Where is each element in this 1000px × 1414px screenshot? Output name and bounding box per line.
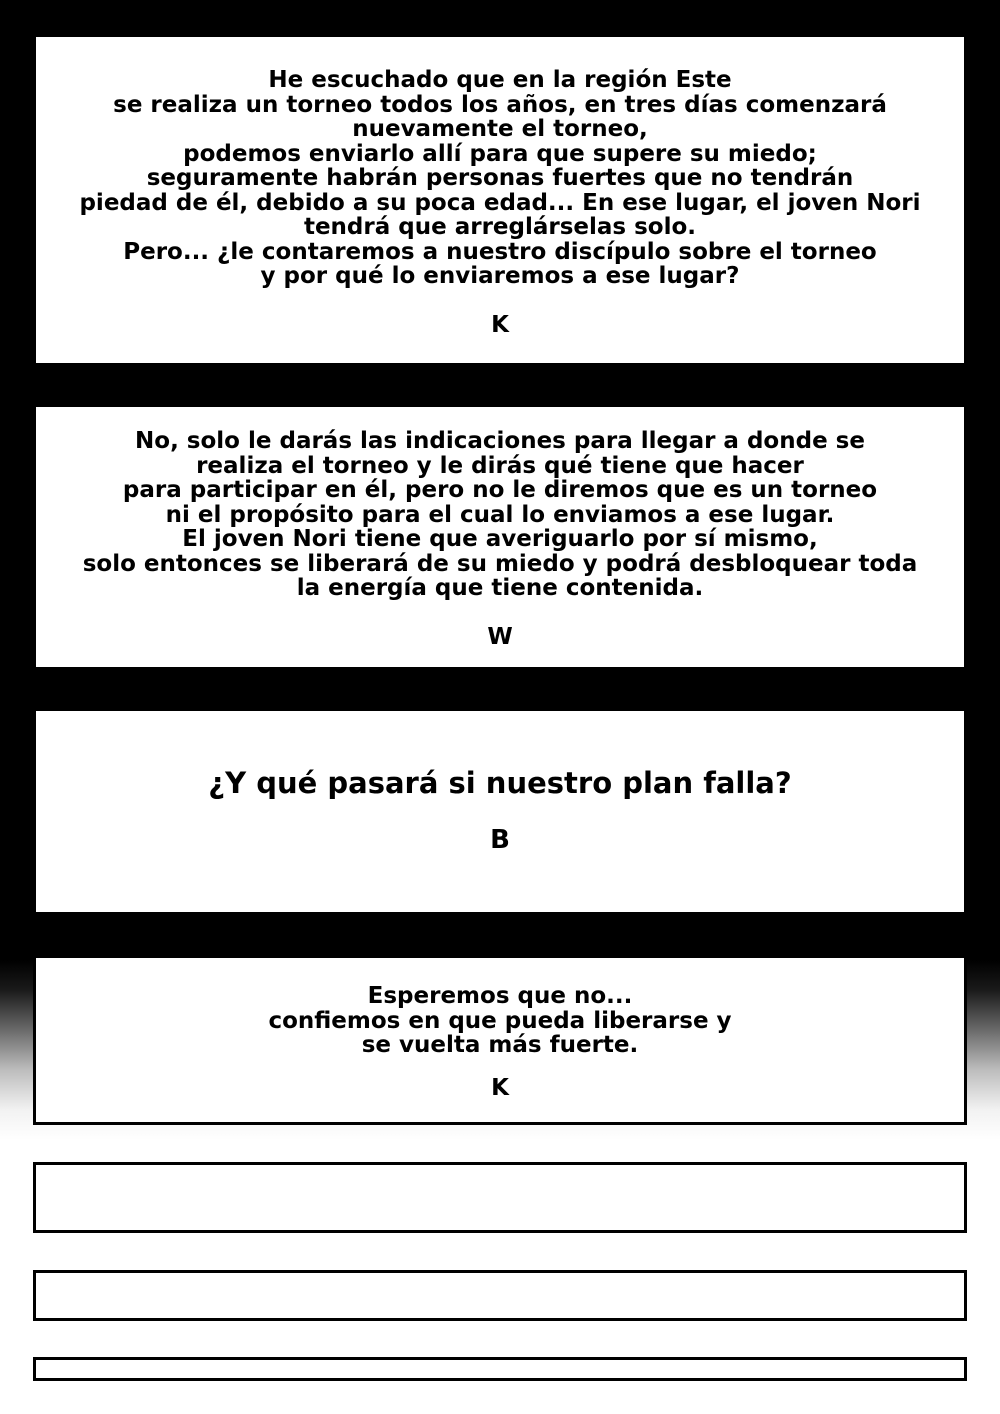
dialogue-panel-4 <box>33 955 967 1125</box>
empty-panel-2 <box>33 1270 967 1321</box>
speaker-label: K <box>491 1074 509 1101</box>
dialogue-panel-2 <box>36 407 964 667</box>
speaker-label: K <box>491 311 509 338</box>
dialogue-text: No, solo le darás las indicaciones para llegar a donde se realiza el torneo y le dirás qué tiene que hacer para participar en él, pero no le diremos que es un torneo ni el propósito para el cual lo enviamos a ese lugar. El joven Nori tiene que averiguarlo por sí mismo, solo entonces se liberará de su miedo y podrá desbloquear toda la energía que tiene contenida. <box>82 428 918 601</box>
speaker-label: B <box>490 825 510 855</box>
dialogue-text: ¿Y qué pasará si nuestro plan falla? <box>208 766 792 800</box>
dialogue-text: He escuchado que en la región Este se realiza un torneo todos los años, en tres días comenzará nuevamente el torneo, podemos enviarlo allí para que supere su miedo; seguramente habrán personas fuertes que no tendrán piedad de él, debido a su poca edad... En ese lugar, el joven Nori tendrá que arreglárselas solo. Pero... ¿le contaremos a nuestro discípulo sobre el torneo y por qué lo enviaremos a ese lugar? <box>79 67 921 289</box>
dialogue-text: Esperemos que no... confiemos en que pueda liberarse y se vuelta más fuerte. <box>268 983 732 1058</box>
empty-panel-1 <box>33 1162 967 1233</box>
dialogue-panel-1 <box>36 37 964 363</box>
empty-panel-3 <box>33 1357 967 1381</box>
speaker-label: W <box>487 623 513 650</box>
dialogue-panel-3 <box>36 711 964 912</box>
